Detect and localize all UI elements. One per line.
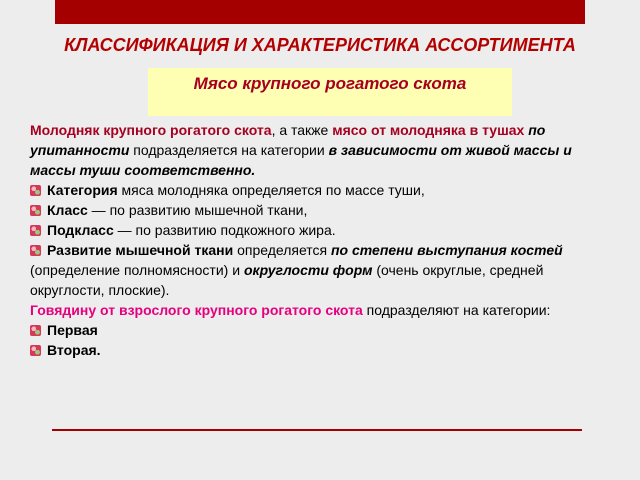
flower-bullet-icon bbox=[30, 245, 41, 256]
intro-text-1: , а также bbox=[271, 122, 333, 138]
bullet-text: — по развитию мышечной ткани, bbox=[87, 202, 308, 218]
list-item bbox=[30, 240, 612, 300]
term-young-carcass: мясо от молодняка в тушах bbox=[332, 122, 525, 138]
subtitle: Мясо крупного рогатого скота bbox=[193, 74, 467, 93]
term-adult-beef: Говядину от взрослого крупного рогатого скота bbox=[30, 302, 363, 318]
bullet-text: — по развитию подкожного жира. bbox=[113, 222, 336, 238]
intro-criteria: в зависимости от живой массы и массы туши соответственно. bbox=[30, 142, 572, 178]
bullet-text: мяса молодняка определяется по массе туши, bbox=[117, 182, 425, 198]
list-item bbox=[30, 200, 612, 220]
flower-bullet-icon bbox=[30, 325, 41, 336]
bullet-term: Класс bbox=[47, 202, 88, 218]
flower-bullet-icon bbox=[30, 205, 41, 216]
list-item bbox=[30, 180, 612, 200]
list-item bbox=[30, 340, 612, 360]
intro-paragraph bbox=[30, 120, 612, 180]
term-roundness: округлости форм bbox=[243, 262, 373, 278]
flower-bullet-icon bbox=[30, 185, 41, 196]
content bbox=[30, 120, 612, 360]
intro-text-2: подразделяется на категории bbox=[129, 142, 329, 158]
category-first: Первая bbox=[47, 322, 98, 338]
bullet4-text-3: (очень округлые, средней округлости, плоские). bbox=[30, 262, 544, 298]
list-item bbox=[30, 320, 612, 340]
bullet4-text-1: определяется bbox=[233, 242, 331, 258]
adult-paragraph bbox=[30, 300, 612, 320]
list-item bbox=[30, 220, 612, 240]
page-title: КЛАССИФИКАЦИЯ И ХАРАКТЕРИСТИКА АССОРТИМЕНТА bbox=[64, 35, 576, 55]
bullet4-text-2: (определение полномясности) и bbox=[30, 262, 244, 278]
flower-bullet-icon bbox=[30, 225, 41, 236]
bullet-term: Подкласс bbox=[47, 222, 114, 238]
top-bar bbox=[55, 0, 585, 24]
bottom-divider bbox=[52, 429, 582, 431]
subtitle-box bbox=[148, 68, 512, 116]
term-bone-protrusion: по степени выступания костей bbox=[331, 242, 563, 258]
term-young-cattle: Молодняк крупного рогатого скота bbox=[30, 122, 272, 138]
term-muscle-development: Развитие мышечной ткани bbox=[47, 242, 234, 258]
category-second: Вторая. bbox=[47, 342, 101, 358]
term-fatness: по упитанности bbox=[30, 122, 546, 158]
flower-bullet-icon bbox=[30, 345, 41, 356]
adult-text: подразделяют на категории: bbox=[362, 302, 551, 318]
bullet-term: Категория bbox=[47, 182, 118, 198]
